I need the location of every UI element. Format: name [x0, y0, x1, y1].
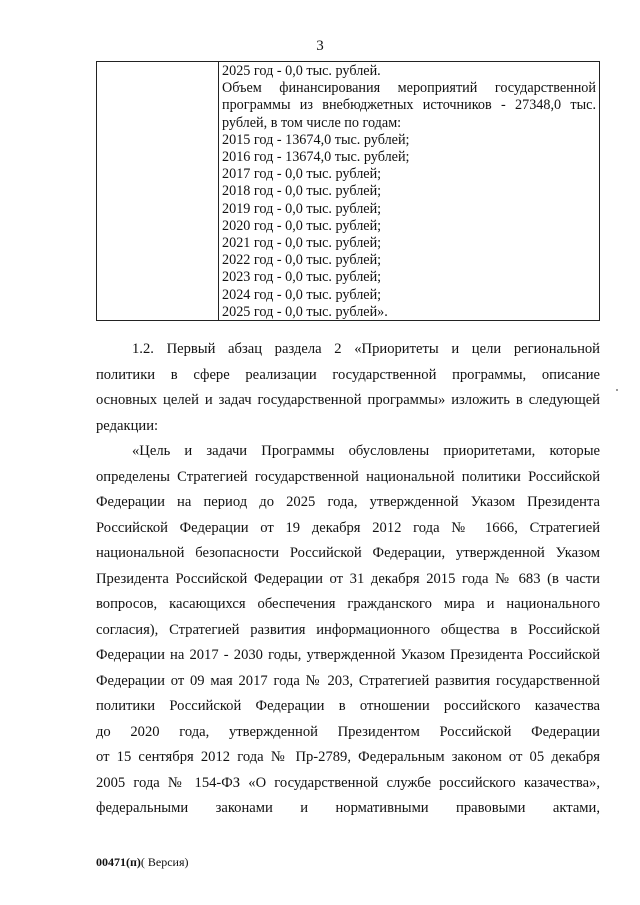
- table-line: 2018 год - 0,0 тыс. рублей;: [222, 183, 382, 200]
- paragraph-amendment: [96, 337, 600, 439]
- text-line: 1.2. Первый абзац раздела 2 «Приоритеты и цели региональной: [132, 341, 600, 357]
- margin-mark: [616, 389, 618, 391]
- table-line: 2020 год - 0,0 тыс. рублей;: [222, 217, 382, 234]
- table-line: 2017 год - 0,0 тыс. рублей;: [222, 166, 382, 183]
- text-line: федеральными законами и нормативными правовыми актами,: [96, 800, 600, 816]
- text-line: Федерации на период до 2025 года, утвержденной Указом Президента: [96, 494, 600, 510]
- table-line: 2021 год - 0,0 тыс. рублей;: [222, 235, 382, 252]
- table-line: 2023 год - 0,0 тыс. рублей;: [222, 269, 382, 286]
- text-line: от 15 сентября 2012 года № Пр-2789, Федеральным законом от 05 декабря: [96, 749, 600, 765]
- text-line: согласия), Стратегией развития информационного общества в Российской: [96, 621, 600, 638]
- text-line: 2005 года № 154-ФЗ «О государственной службе российского казачества»,: [96, 774, 600, 791]
- table-column-divider: [218, 61, 219, 321]
- text-line: основных целей и задач государственной программы» изложить в следующей: [96, 392, 600, 408]
- table-line: Объем финансирования мероприятий государственной: [222, 80, 596, 97]
- table-line: рублей, в том числе по годам:: [222, 114, 402, 131]
- table-line: программы из внебюджетных источников - 27348,0 тыс.: [222, 97, 596, 114]
- paragraph-new-wording: [96, 439, 600, 822]
- text-line: политики Российской Федерации в отношении российского казачества: [96, 698, 600, 714]
- text-line: до 2020 года, утвержденной Президентом Российской Федерации: [96, 723, 600, 740]
- version-label: ( Версия): [140, 855, 189, 869]
- text-line: Российской Федерации от 19 декабря 2012 года № 1666, Стратегией: [96, 519, 600, 536]
- document-code: 00471(п): [96, 855, 141, 869]
- page-number: 3: [316, 38, 324, 54]
- text-line: политики в сфере реализации государственной программы, описание: [96, 366, 600, 383]
- text-line: «Цель и задачи Программы обусловлены приоритетами, которые: [132, 443, 600, 459]
- text-line: национальной безопасности Российской Федерации, утвержденной Указом: [96, 545, 600, 561]
- table-line: 2025 год - 0,0 тыс. рублей».: [222, 303, 388, 320]
- text-line: определены Стратегией государственной национальной политики Российской: [96, 468, 600, 485]
- table-line: 2019 год - 0,0 тыс. рублей;: [222, 200, 382, 217]
- text-line: Президента Российской Федерации от 31 декабря 2015 года № 683 (в части: [96, 570, 600, 587]
- document-footer: [96, 855, 189, 870]
- table-right-cell: [222, 63, 596, 321]
- table-line: 2024 год - 0,0 тыс. рублей;: [222, 286, 382, 303]
- text-line: вопросов, касающихся обеспечения гражданского мира и национального: [96, 596, 600, 612]
- text-line: Федерации от 09 мая 2017 года № 203, Стратегией развития государственной: [96, 672, 600, 689]
- table-line: 2016 год - 13674,0 тыс. рублей;: [222, 149, 410, 166]
- table-line: 2022 год - 0,0 тыс. рублей;: [222, 252, 382, 269]
- text-line: редакции:: [96, 417, 159, 434]
- text-line: Федерации на 2017 - 2030 годы, утвержденной Указом Президента Российской: [96, 647, 600, 663]
- table-line: 2015 год - 13674,0 тыс. рублей;: [222, 131, 410, 148]
- table-line: 2025 год - 0,0 тыс. рублей.: [222, 63, 381, 79]
